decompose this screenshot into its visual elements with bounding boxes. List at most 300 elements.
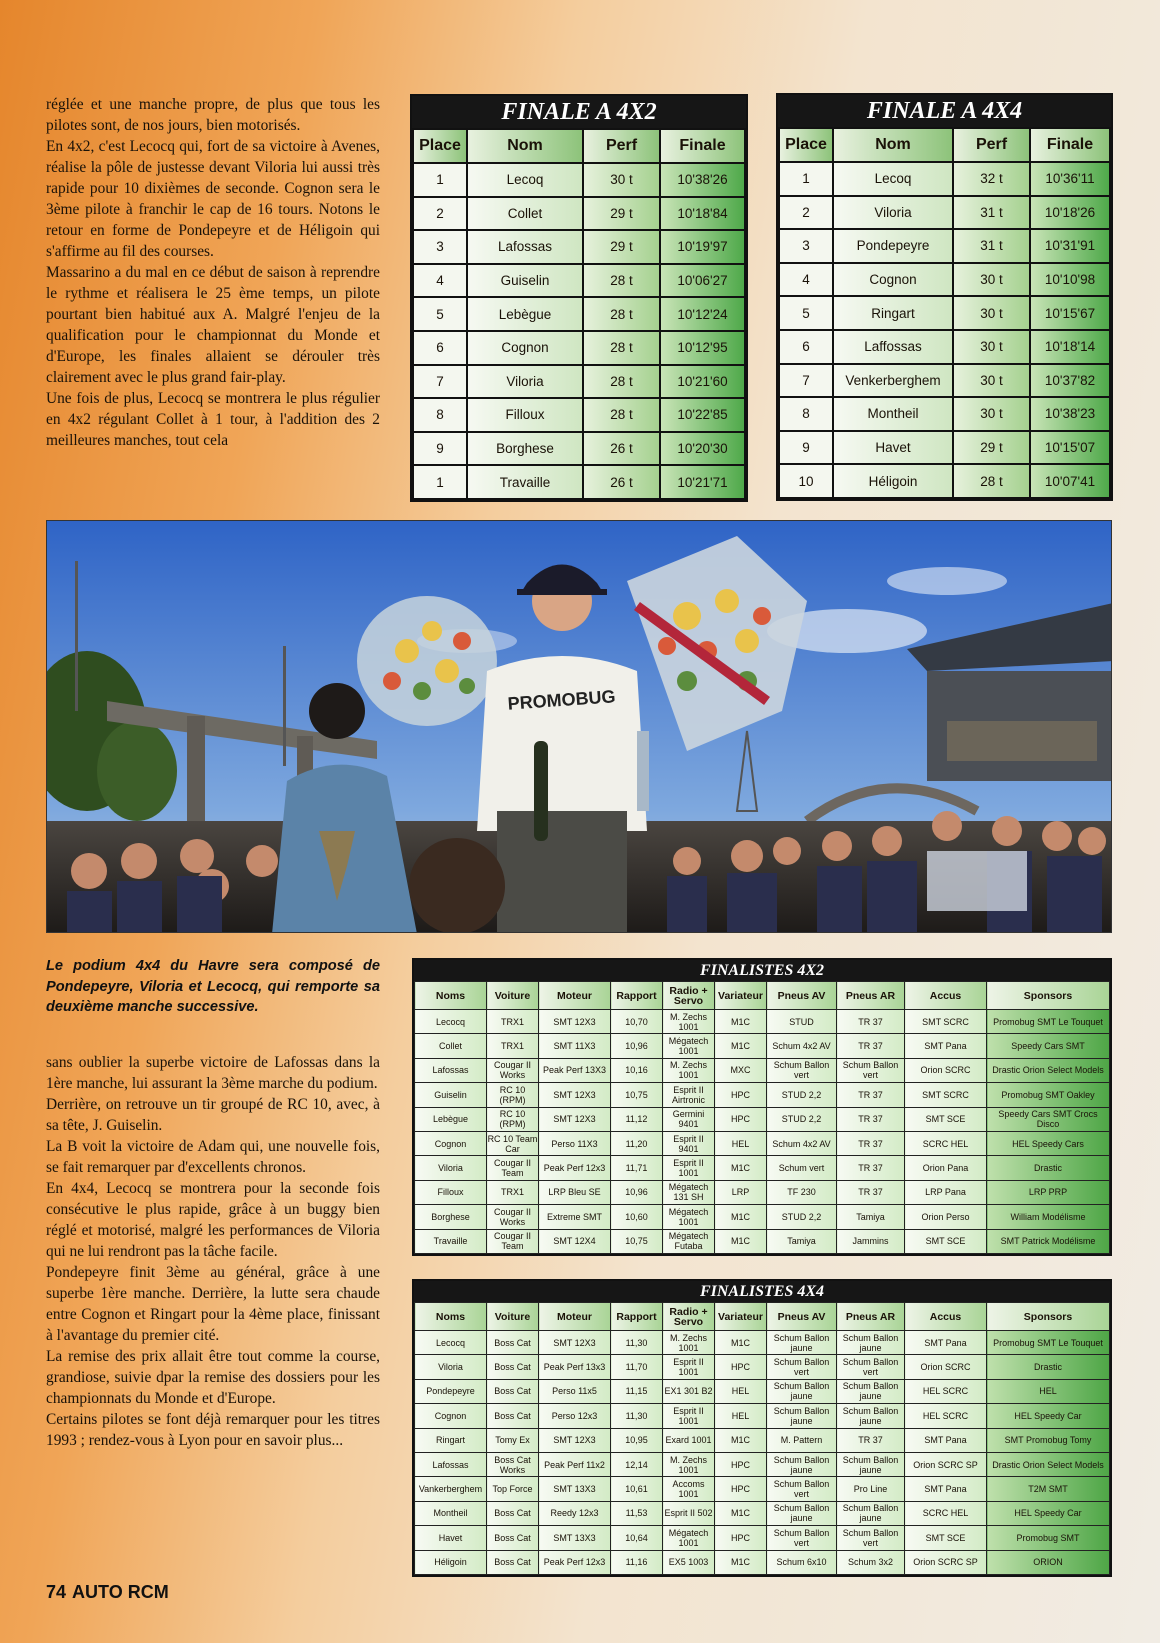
table-cell: M. Pattern bbox=[767, 1428, 837, 1452]
table-cell: RC 10 (RPM) bbox=[487, 1107, 539, 1131]
table-cell: Guiselin bbox=[467, 264, 583, 298]
table-row bbox=[779, 296, 1110, 330]
column-header: Voiture bbox=[487, 982, 539, 1010]
table-cell: Orion SCRC SP bbox=[905, 1452, 987, 1476]
column-header: Variateur bbox=[715, 982, 767, 1010]
table-cell: Havet bbox=[833, 431, 953, 465]
table-cell: SMT SCE bbox=[905, 1526, 987, 1550]
table-cell: Esprit II 502 bbox=[663, 1501, 715, 1525]
table-cell: 11,15 bbox=[611, 1379, 663, 1403]
table-row bbox=[413, 365, 745, 399]
table-cell: SMT SCE bbox=[905, 1229, 987, 1253]
table-cell: Esprit II 1001 bbox=[663, 1156, 715, 1180]
table-cell: Promobug SMT bbox=[987, 1526, 1110, 1550]
table-cell: 6 bbox=[779, 330, 833, 364]
article-paragraph: La B voit la victoire de Adam qui, une nouvelle fois, se fait remarquer par d'excellents chronos. bbox=[46, 1138, 380, 1176]
table-cell: HEL bbox=[715, 1379, 767, 1403]
column-header: Voiture bbox=[487, 1303, 539, 1331]
finalistes-4x4-body bbox=[415, 1331, 1110, 1575]
table-cell: Schum Ballon jaune bbox=[767, 1404, 837, 1428]
table-cell: M1C bbox=[715, 1229, 767, 1253]
column-header: Accus bbox=[905, 982, 987, 1010]
table-cell: HPC bbox=[715, 1083, 767, 1107]
finale-4x2-grid bbox=[412, 128, 746, 500]
column-header: Rapport bbox=[611, 1303, 663, 1331]
table-cell: 29 t bbox=[953, 431, 1030, 465]
table-row bbox=[415, 1452, 1110, 1476]
column-header: Perf bbox=[583, 129, 660, 163]
table-cell: SMT SCE bbox=[905, 1107, 987, 1131]
table-cell: 3 bbox=[413, 230, 467, 264]
table-cell: 10,96 bbox=[611, 1034, 663, 1058]
table-row bbox=[413, 297, 745, 331]
table-cell: SMT Patrick Modélisme bbox=[987, 1229, 1110, 1253]
table-cell: Boss Cat bbox=[487, 1331, 539, 1355]
column-header: Finale bbox=[1030, 128, 1110, 162]
table-cell: STUD 2,2 bbox=[767, 1107, 837, 1131]
table-cell: Mégatech 1001 bbox=[663, 1526, 715, 1550]
table-cell: 26 t bbox=[583, 432, 660, 466]
table-cell: Schum 3x2 bbox=[837, 1550, 905, 1574]
table-cell: 28 t bbox=[953, 464, 1030, 498]
table-row bbox=[415, 1107, 1110, 1131]
table-cell: 10'20'30 bbox=[660, 432, 745, 466]
table-cell: SMT 12X3 bbox=[539, 1083, 611, 1107]
table-cell: 11,16 bbox=[611, 1550, 663, 1574]
table-cell: HEL SCRC bbox=[905, 1404, 987, 1428]
table-cell: Drastic bbox=[987, 1156, 1110, 1180]
table-cell: TR 37 bbox=[837, 1107, 905, 1131]
table-row bbox=[413, 264, 745, 298]
table-cell: Esprit II Airtronic bbox=[663, 1083, 715, 1107]
table-row bbox=[415, 1180, 1110, 1204]
finalistes-4x2-title: FINALISTES 4X2 bbox=[414, 960, 1110, 981]
table-cell: 10'36'11 bbox=[1030, 162, 1110, 196]
podium-photo bbox=[46, 520, 1112, 933]
table-row bbox=[415, 1404, 1110, 1428]
table-row bbox=[779, 364, 1110, 398]
table-cell: 6 bbox=[413, 331, 467, 365]
table-cell: Viloria bbox=[415, 1156, 487, 1180]
table-cell: Collet bbox=[467, 197, 583, 231]
table-cell: STUD 2,2 bbox=[767, 1205, 837, 1229]
table-row bbox=[413, 331, 745, 365]
table-cell: Germini 9401 bbox=[663, 1107, 715, 1131]
table-cell: Schum Ballon jaune bbox=[767, 1331, 837, 1355]
table-cell: Viloria bbox=[467, 365, 583, 399]
magazine-name: AUTO RCM bbox=[72, 1582, 169, 1602]
table-row bbox=[779, 162, 1110, 196]
table-cell: HPC bbox=[715, 1355, 767, 1379]
table-cell: Schum Ballon jaune bbox=[767, 1379, 837, 1403]
table-cell: M. Zechs 1001 bbox=[663, 1010, 715, 1034]
table-cell: Schum Ballon jaune bbox=[837, 1331, 905, 1355]
table-cell: 10'06'27 bbox=[660, 264, 745, 298]
column-header: Sponsors bbox=[987, 982, 1110, 1010]
table-cell: 30 t bbox=[953, 263, 1030, 297]
table-cell: Tamiya bbox=[767, 1229, 837, 1253]
table-cell: 28 t bbox=[583, 365, 660, 399]
table-cell: 3 bbox=[779, 229, 833, 263]
table-cell: Speedy Cars SMT bbox=[987, 1034, 1110, 1058]
table-cell: Peak Perf 12x3 bbox=[539, 1156, 611, 1180]
table-cell: SMT SCRC bbox=[905, 1010, 987, 1034]
table-cell: Perso 12x3 bbox=[539, 1404, 611, 1428]
finale-4x2-title: FINALE A 4X2 bbox=[412, 96, 746, 128]
finalistes-4x4-grid bbox=[414, 1302, 1110, 1575]
table-cell: Borghese bbox=[467, 432, 583, 466]
table-row bbox=[415, 1501, 1110, 1525]
table-cell: Schum Ballon vert bbox=[767, 1526, 837, 1550]
table-row bbox=[413, 197, 745, 231]
table-cell: STUD bbox=[767, 1010, 837, 1034]
table-cell: 30 t bbox=[953, 330, 1030, 364]
table-row bbox=[415, 1526, 1110, 1550]
article-paragraph: Une fois de plus, Lecocq se montrera le plus régulier en 4x2 régulant Collet à 1 tour, à l'addition des 2 meilleures manches, tout cela bbox=[46, 390, 380, 449]
table-cell: 10,16 bbox=[611, 1058, 663, 1082]
column-header: Noms bbox=[415, 1303, 487, 1331]
table-cell: Boss Cat bbox=[487, 1550, 539, 1574]
table-cell: 28 t bbox=[583, 398, 660, 432]
table-cell: 11,70 bbox=[611, 1355, 663, 1379]
table-cell: 4 bbox=[413, 264, 467, 298]
table-cell: 5 bbox=[779, 296, 833, 330]
finalistes-4x4-title: FINALISTES 4X4 bbox=[414, 1281, 1110, 1302]
table-row bbox=[415, 1034, 1110, 1058]
table-cell: Ringart bbox=[415, 1428, 487, 1452]
table-cell: HPC bbox=[715, 1477, 767, 1501]
table-cell: 10'21'71 bbox=[660, 465, 745, 499]
table-cell: Orion Pana bbox=[905, 1156, 987, 1180]
table-cell: Reedy 12x3 bbox=[539, 1501, 611, 1525]
table-cell: Boss Cat bbox=[487, 1526, 539, 1550]
table-row bbox=[415, 1379, 1110, 1403]
table-row bbox=[413, 230, 745, 264]
table-cell: SMT Pana bbox=[905, 1428, 987, 1452]
table-row bbox=[415, 1428, 1110, 1452]
page-footer bbox=[46, 1582, 169, 1603]
table-cell: HPC bbox=[715, 1107, 767, 1131]
table-cell: Schum Ballon vert bbox=[767, 1477, 837, 1501]
table-row bbox=[779, 330, 1110, 364]
table-cell: 1 bbox=[779, 162, 833, 196]
table-cell: Mégatech Futaba bbox=[663, 1229, 715, 1253]
table-cell: Orion SCRC bbox=[905, 1058, 987, 1082]
table-cell: 10'38'26 bbox=[660, 163, 745, 197]
table-cell: SMT SCRC bbox=[905, 1083, 987, 1107]
table-cell: 31 t bbox=[953, 229, 1030, 263]
table-cell: 29 t bbox=[583, 197, 660, 231]
table-cell: M. Zechs 1001 bbox=[663, 1058, 715, 1082]
finale-4x4-title: FINALE A 4X4 bbox=[778, 95, 1111, 127]
table-cell: Viloria bbox=[415, 1355, 487, 1379]
table-cell: Schum 4x2 AV bbox=[767, 1131, 837, 1155]
table-row bbox=[413, 163, 745, 197]
table-cell: M1C bbox=[715, 1501, 767, 1525]
table-cell: SMT Pana bbox=[905, 1477, 987, 1501]
table-row bbox=[415, 1550, 1110, 1574]
column-header: Nom bbox=[467, 129, 583, 163]
table-cell: Drastic bbox=[987, 1355, 1110, 1379]
table-cell: Schum Ballon vert bbox=[837, 1526, 905, 1550]
table-cell: Promobug SMT Oakley bbox=[987, 1083, 1110, 1107]
table-cell: 8 bbox=[413, 398, 467, 432]
table-cell: 28 t bbox=[583, 264, 660, 298]
table-cell: 8 bbox=[779, 397, 833, 431]
table-cell: Perso 11x5 bbox=[539, 1379, 611, 1403]
table-cell: 10 bbox=[779, 464, 833, 498]
table-cell: M1C bbox=[715, 1010, 767, 1034]
table-cell: SMT 12X4 bbox=[539, 1229, 611, 1253]
article-paragraph: En 4x4, Lecocq se montrera pour la seconde fois consécutive le plus rapide, grâce à un buggy bien réglé et motorisé, malgré les performances de Viloria qui ne lui rendront pas la tâche facile. bbox=[46, 1180, 380, 1260]
table-cell: SMT Pana bbox=[905, 1331, 987, 1355]
table-cell: Lafossas bbox=[415, 1452, 487, 1476]
table-cell: TR 37 bbox=[837, 1131, 905, 1155]
table-row bbox=[415, 1229, 1110, 1253]
column-header: Place bbox=[413, 129, 467, 163]
column-header: Moteur bbox=[539, 982, 611, 1010]
table-cell: TR 37 bbox=[837, 1428, 905, 1452]
table-cell: 10,75 bbox=[611, 1229, 663, 1253]
table-cell: 10'37'82 bbox=[1030, 364, 1110, 398]
table-cell: 10,96 bbox=[611, 1180, 663, 1204]
column-header: Pneus AR bbox=[837, 1303, 905, 1331]
table-cell: LRP Bleu SE bbox=[539, 1180, 611, 1204]
table-cell: Boss Cat bbox=[487, 1501, 539, 1525]
table-cell: Jammins bbox=[837, 1229, 905, 1253]
table-cell: Viloria bbox=[833, 196, 953, 230]
table-cell: Travaille bbox=[467, 465, 583, 499]
finalistes-4x2-body bbox=[415, 1010, 1110, 1254]
table-cell: 7 bbox=[779, 364, 833, 398]
table-cell: 10'18'14 bbox=[1030, 330, 1110, 364]
table-cell: HPC bbox=[715, 1526, 767, 1550]
table-cell: HPC bbox=[715, 1452, 767, 1476]
table-cell: 30 t bbox=[953, 364, 1030, 398]
table-cell: TRX1 bbox=[487, 1180, 539, 1204]
table-row bbox=[779, 397, 1110, 431]
table-cell: SCRC HEL bbox=[905, 1501, 987, 1525]
table-cell: Promobug SMT Le Touquet bbox=[987, 1331, 1110, 1355]
table-cell: EX1 301 B2 bbox=[663, 1379, 715, 1403]
table-cell: Filloux bbox=[467, 398, 583, 432]
table-cell: SMT 11X3 bbox=[539, 1034, 611, 1058]
table-cell: 7 bbox=[413, 365, 467, 399]
table-cell: 10'19'97 bbox=[660, 230, 745, 264]
table-row bbox=[415, 1477, 1110, 1501]
table-cell: Ringart bbox=[833, 296, 953, 330]
table-row bbox=[415, 1010, 1110, 1034]
finale-4x2-table bbox=[410, 94, 748, 502]
table-cell: EX5 1003 bbox=[663, 1550, 715, 1574]
finale-4x4-grid bbox=[778, 127, 1111, 499]
table-cell: Héligoin bbox=[833, 464, 953, 498]
finale-4x2-header-row bbox=[413, 129, 745, 163]
table-cell: TR 37 bbox=[837, 1156, 905, 1180]
table-cell: Boss Cat Works bbox=[487, 1452, 539, 1476]
table-cell: Schum vert bbox=[767, 1156, 837, 1180]
table-cell: Perso 11X3 bbox=[539, 1131, 611, 1155]
table-cell: SMT Pana bbox=[905, 1034, 987, 1058]
table-cell: Collet bbox=[415, 1034, 487, 1058]
table-cell: Top Force bbox=[487, 1477, 539, 1501]
table-cell: 10'07'41 bbox=[1030, 464, 1110, 498]
table-cell: Schum Ballon jaune bbox=[837, 1379, 905, 1403]
table-cell: 10'21'60 bbox=[660, 365, 745, 399]
table-cell: Héligoin bbox=[415, 1550, 487, 1574]
table-cell: HEL Speedy Car bbox=[987, 1404, 1110, 1428]
table-cell: Schum Ballon vert bbox=[767, 1058, 837, 1082]
table-cell: Lecoq bbox=[467, 163, 583, 197]
table-cell: SMT Promobug Tomy bbox=[987, 1428, 1110, 1452]
table-cell: SMT 12X3 bbox=[539, 1107, 611, 1131]
table-cell: 10,70 bbox=[611, 1010, 663, 1034]
table-cell: 10'22'85 bbox=[660, 398, 745, 432]
table-row bbox=[415, 1331, 1110, 1355]
table-cell: Cougar II Works bbox=[487, 1205, 539, 1229]
column-header: Rapport bbox=[611, 982, 663, 1010]
column-header: Radio + Servo bbox=[663, 982, 715, 1010]
table-cell: Cognon bbox=[833, 263, 953, 297]
table-cell: SMT 13X3 bbox=[539, 1526, 611, 1550]
table-cell: 30 t bbox=[953, 397, 1030, 431]
table-row bbox=[413, 465, 745, 499]
finalistes-4x4-header-row bbox=[415, 1303, 1110, 1331]
table-cell: Peak Perf 13x3 bbox=[539, 1355, 611, 1379]
article-paragraph: La remise des prix allait être tout comme la course, grandiose, suivie dpar la remise des dossiers pour les championnats du Monde et d'Europe. bbox=[46, 1348, 380, 1407]
table-cell: SMT 12X3 bbox=[539, 1331, 611, 1355]
table-row bbox=[415, 1355, 1110, 1379]
finale-4x4-body bbox=[779, 162, 1110, 498]
table-cell: Laffossas bbox=[833, 330, 953, 364]
table-cell: 5 bbox=[413, 297, 467, 331]
table-cell: 10'12'95 bbox=[660, 331, 745, 365]
table-cell: Drastic Orion Select Models bbox=[987, 1058, 1110, 1082]
table-cell: M1C bbox=[715, 1156, 767, 1180]
table-cell: SMT 12X3 bbox=[539, 1428, 611, 1452]
table-cell: Borghese bbox=[415, 1205, 487, 1229]
table-cell: Orion SCRC SP bbox=[905, 1550, 987, 1574]
table-cell: Schum 4x2 AV bbox=[767, 1034, 837, 1058]
table-cell: 11,71 bbox=[611, 1156, 663, 1180]
table-cell: 2 bbox=[779, 196, 833, 230]
table-cell: 11,30 bbox=[611, 1331, 663, 1355]
table-row bbox=[415, 1156, 1110, 1180]
table-cell: Vankerberghem bbox=[415, 1477, 487, 1501]
table-row bbox=[779, 196, 1110, 230]
table-cell: Cognon bbox=[467, 331, 583, 365]
table-cell: 10'18'84 bbox=[660, 197, 745, 231]
table-cell: Lecocq bbox=[415, 1331, 487, 1355]
table-cell: HEL bbox=[715, 1404, 767, 1428]
table-cell: Exard 1001 bbox=[663, 1428, 715, 1452]
table-cell: HEL bbox=[987, 1379, 1110, 1403]
table-cell: M1C bbox=[715, 1034, 767, 1058]
table-cell: TR 37 bbox=[837, 1010, 905, 1034]
table-cell: 11,12 bbox=[611, 1107, 663, 1131]
table-cell: Schum Ballon jaune bbox=[837, 1501, 905, 1525]
table-cell: Pondepeyre bbox=[415, 1379, 487, 1403]
table-cell: HEL Speedy Car bbox=[987, 1501, 1110, 1525]
table-cell: 10'15'07 bbox=[1030, 431, 1110, 465]
table-cell: LRP PRP bbox=[987, 1180, 1110, 1204]
table-cell: 29 t bbox=[583, 230, 660, 264]
table-cell: 10'18'26 bbox=[1030, 196, 1110, 230]
table-cell: M. Zechs 1001 bbox=[663, 1331, 715, 1355]
table-cell: Boss Cat bbox=[487, 1379, 539, 1403]
table-row bbox=[779, 263, 1110, 297]
table-cell: ORION bbox=[987, 1550, 1110, 1574]
table-cell: 2 bbox=[413, 197, 467, 231]
table-cell: Peak Perf 12x3 bbox=[539, 1550, 611, 1574]
article-paragraph: Pondepeyre finit 3ème au général, grâce à une superbe 1ère manche. Derrière, la lutte sera chaude entre Cognon et Ringart pour la 4ème place, finissant à l'avantage du premier cité. bbox=[46, 1264, 380, 1344]
article-paragraph: sans oublier la superbe victoire de Lafossas dans la 1ère manche, lui assurant la 3ème marche du podium. bbox=[46, 1054, 380, 1092]
finalistes-4x2-table bbox=[412, 958, 1112, 1256]
table-cell: 10'15'67 bbox=[1030, 296, 1110, 330]
column-header: Variateur bbox=[715, 1303, 767, 1331]
photo-caption: Le podium 4x4 du Havre sera composé de Pondepeyre, Viloria et Lecocq, qui remporte sa deuxième manche successive. bbox=[46, 958, 380, 1015]
table-cell: Schum 6x10 bbox=[767, 1550, 837, 1574]
table-cell: 10'10'98 bbox=[1030, 263, 1110, 297]
finale-4x2-body bbox=[413, 163, 745, 499]
table-cell: Cougar II Team bbox=[487, 1229, 539, 1253]
table-cell: Extreme SMT bbox=[539, 1205, 611, 1229]
table-cell: 30 t bbox=[953, 296, 1030, 330]
table-cell: MXC bbox=[715, 1058, 767, 1082]
table-cell: Tamiya bbox=[837, 1205, 905, 1229]
finale-4x4-header-row bbox=[779, 128, 1110, 162]
table-cell: 32 t bbox=[953, 162, 1030, 196]
table-cell: RC 10 Team Car bbox=[487, 1131, 539, 1155]
table-cell: Lebègue bbox=[467, 297, 583, 331]
table-cell: LRP Pana bbox=[905, 1180, 987, 1204]
table-cell: Drastic Orion Select Models bbox=[987, 1452, 1110, 1476]
table-cell: 1 bbox=[413, 465, 467, 499]
table-cell: Schum Ballon jaune bbox=[767, 1501, 837, 1525]
table-cell: Orion Perso bbox=[905, 1205, 987, 1229]
column-header: Pneus AV bbox=[767, 982, 837, 1010]
table-cell: William Modélisme bbox=[987, 1205, 1110, 1229]
table-cell: M1C bbox=[715, 1205, 767, 1229]
table-cell: 9 bbox=[413, 432, 467, 466]
table-cell: TRX1 bbox=[487, 1034, 539, 1058]
finalistes-4x4-table bbox=[412, 1279, 1112, 1577]
table-cell: Esprit II 9401 bbox=[663, 1131, 715, 1155]
table-cell: Lecoq bbox=[833, 162, 953, 196]
column-header: Finale bbox=[660, 129, 745, 163]
table-cell: 26 t bbox=[583, 465, 660, 499]
column-header: Accus bbox=[905, 1303, 987, 1331]
table-cell: TR 37 bbox=[837, 1034, 905, 1058]
table-cell: 10'31'91 bbox=[1030, 229, 1110, 263]
table-row bbox=[779, 464, 1110, 498]
table-cell: 10,64 bbox=[611, 1526, 663, 1550]
article-paragraph: Derrière, on retrouve un tir groupé de RC 10, avec, à sa tête, J. Guiselin. bbox=[46, 1096, 380, 1134]
tshirt-text: PROMOBUG bbox=[507, 686, 617, 714]
table-cell: 11,30 bbox=[611, 1404, 663, 1428]
article-paragraph: Certains pilotes se font déjà remarquer pour les titres 1993 ; rendez-vous à Lyon pour en savoir plus... bbox=[46, 1411, 380, 1449]
table-cell: SCRC HEL bbox=[905, 1131, 987, 1155]
table-cell: M1C bbox=[715, 1331, 767, 1355]
table-cell: Lafossas bbox=[467, 230, 583, 264]
table-cell: 10'38'23 bbox=[1030, 397, 1110, 431]
table-row bbox=[415, 1131, 1110, 1155]
table-cell: Esprit II 1001 bbox=[663, 1404, 715, 1428]
table-row bbox=[779, 229, 1110, 263]
table-cell: Cougar II Works bbox=[487, 1058, 539, 1082]
table-cell: Mégatech 131 SH bbox=[663, 1180, 715, 1204]
column-header: Place bbox=[779, 128, 833, 162]
